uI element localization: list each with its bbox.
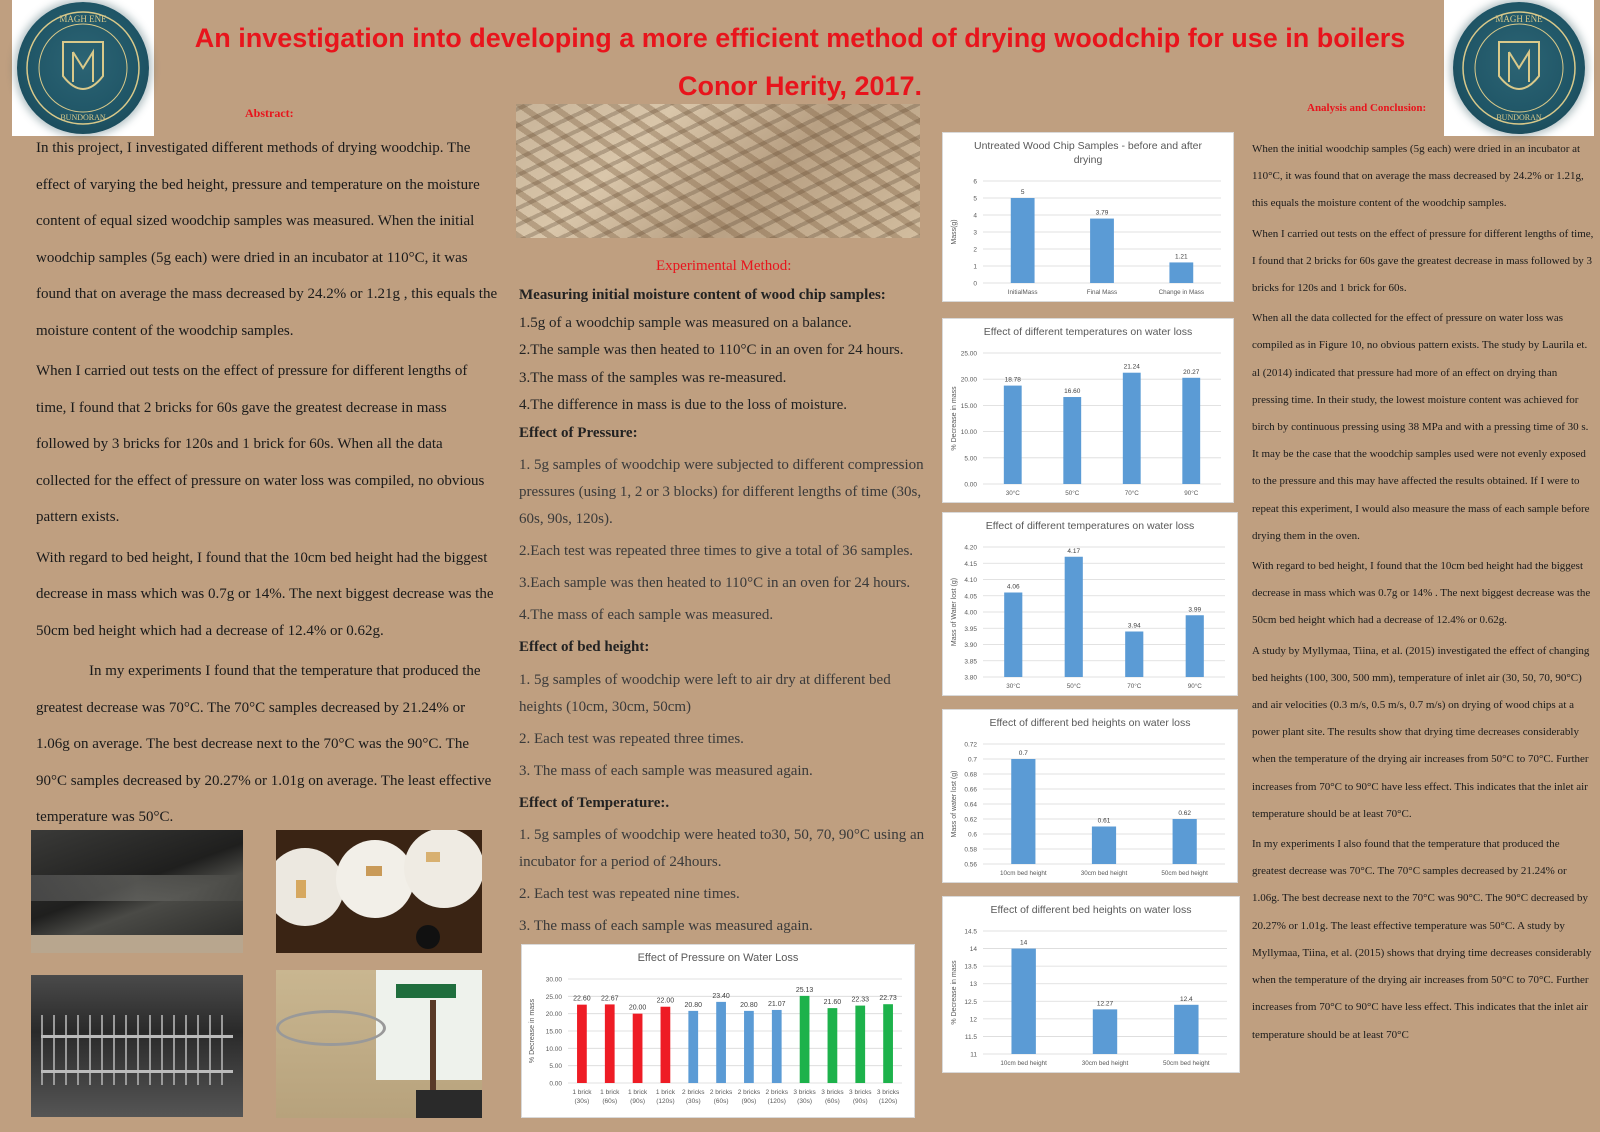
title-line: An investigation into developing a more efficient method of drying woodchip for use in boilers [194, 23, 1406, 53]
bar [688, 1011, 698, 1083]
method-step: 3. The mass of each sample was measured again. [519, 762, 813, 779]
chart-temperature-mass [942, 512, 1238, 696]
data-label: 12.4 [1180, 995, 1193, 1003]
bar [1063, 397, 1081, 484]
y-tick-label: 15.00 [545, 1028, 562, 1036]
y-tick-label: 2 [973, 246, 977, 254]
chart-title: Effect of Pressure on Water Loss [637, 952, 799, 964]
x-tick-label: (30s) [797, 1098, 812, 1105]
analysis-heading: Analysis and Conclusion: [1307, 102, 1427, 114]
y-tick-label: 14 [969, 946, 977, 954]
data-label: 20.80 [740, 1001, 758, 1009]
x-tick-label: 50°C [1066, 683, 1081, 690]
method-subheading: Measuring initial moisture content of wood chip samples: [519, 287, 886, 303]
bar [1011, 949, 1035, 1054]
data-label: 22.00 [656, 997, 675, 1005]
x-tick-label: 1 brick [628, 1089, 648, 1096]
data-label: 22.60 [573, 995, 591, 1003]
chart-svg [943, 319, 1233, 502]
x-tick-label: (30s) [574, 1098, 590, 1105]
bar [800, 996, 810, 1083]
data-label: 4.06 [1006, 583, 1020, 591]
y-tick-label: 10.00 [545, 1045, 562, 1053]
y-tick-label: 0.64 [964, 801, 977, 809]
pressure-apparatus-photo [276, 970, 482, 1118]
x-tick-label: 2 bricks [709, 1089, 733, 1096]
x-tick-label: 2 bricks [682, 1089, 705, 1096]
abstract-paragraph: When I carried out tests on the effect of pressure for different lengths of time, I found that 2 bricks for 60s gave the greatest decrease in mass followed by 3 bricks for 120s and 1 brick for 60s. When all the data collected for the effect of pressure on water loss was compiled, no obvious pattern exists. [36, 363, 485, 525]
analysis-paragraph: When all the data collected for the effect of pressure on water loss was compiled as in Figure 10, no obvious pattern exists. The study by Laurila et. al (2014) indicated that pressure had more of an effect on drying than pressing time. In their study, the lowest moisture content was achieved for birch by continuous pressing using 38 MPa and with a pressing time of 30 s. It may be the case that the woodchip samples used were not evenly exposed to the pressure and this may have affected the results obtained. If I were to repeat this experiment, I would also measure the mass of each sample before drying them in the oven. [1252, 312, 1590, 542]
bar [1092, 827, 1116, 865]
bar [1004, 386, 1022, 484]
y-tick-label: 4 [973, 212, 977, 220]
x-tick-label: 30°C [1006, 683, 1021, 690]
bar [1123, 373, 1141, 484]
method-step: 3. The mass of each sample was measured again. [519, 918, 813, 934]
y-tick-label: 3.80 [964, 674, 977, 682]
y-tick-label: 5.00 [549, 1063, 562, 1071]
y-tick-label: 4.00 [964, 609, 977, 617]
y-tick-label: 5.00 [964, 455, 977, 463]
bar [855, 1006, 865, 1083]
x-tick-label: 70°C [1127, 683, 1142, 690]
x-tick-label: 30cm bed height [1081, 1060, 1129, 1067]
data-label: 5 [1020, 189, 1025, 196]
x-tick-label: 10cm bed height [1000, 1060, 1047, 1067]
chart-title: Effect of different bed heights on water loss [990, 904, 1192, 916]
y-tick-label: 0.58 [964, 846, 977, 854]
abstract-paragraph: In this project, I investigated different methods of drying woodchip. The effect of varying the bed height, pressure and temperature on the moisture content of equal sized woodchip samples was measured. When the initial woodchip samples (5g each) were dried in an incubator at 110°C, it was found that on average the mass decreased by 24.2% or 1.21g , this equals the moisture content of the woodchip samples. [36, 140, 498, 339]
y-axis-label: % Decrease in mass [951, 960, 958, 1025]
chart-pressure [521, 944, 915, 1118]
analysis-paragraph: With regard to bed height, I found that the 10cm bed height had the biggest decrease in mass which was 0.7g or 14% . The next biggest decrease was the 50cm bed height which had a decrease of 12.4% or 0.62g. [1252, 560, 1591, 627]
abstract-paragraph: With regard to bed height, I found that the 10cm bed height had the biggest decrease in mass which was 0.7g or 14%. The next biggest decrease was the 50cm bed height which had a decrease of 12.4% or 0.62g. [36, 549, 494, 639]
chart-svg [943, 133, 1233, 301]
y-tick-label: 1 [973, 263, 977, 271]
x-tick-label: (120s) [878, 1098, 898, 1105]
y-tick-label: 30.00 [545, 976, 562, 984]
y-tick-label: 3 [973, 229, 977, 237]
y-axis-label: Mass(g) [951, 219, 958, 245]
method-subheading: Effect of Pressure: [519, 424, 638, 441]
author-line: Conor Herity, 2017. [677, 71, 923, 101]
y-tick-label: 15.00 [960, 402, 977, 410]
chart-bed-height-percent [942, 896, 1240, 1073]
data-label: 25.13 [795, 986, 814, 994]
data-label: 0.61 [1097, 817, 1111, 825]
abstract-text [36, 130, 498, 840]
y-tick-label: 13 [969, 981, 977, 989]
data-label: 20.80 [684, 1001, 703, 1009]
svg-text:BUNDORAN: BUNDORAN [1496, 113, 1542, 122]
x-tick-label: 50cm bed height [1163, 1060, 1210, 1067]
y-tick-label: 0.66 [964, 786, 977, 794]
x-tick-label: 1 brick [600, 1089, 620, 1096]
method-step: 2. Each test was repeated three times. [519, 730, 744, 747]
method-step: 4.The mass of each sample was measured. [519, 607, 774, 623]
bar [1090, 219, 1114, 283]
data-label: 3.79 [1095, 209, 1109, 217]
crest-icon [17, 2, 149, 134]
analysis-paragraph: In my experiments I also found that the temperature that produced the greatest decrease was 70°C. The 70°C samples decreased by 21.24% or 1.06g. The best decrease next to the 70°C was 90°C. The 90°C decreased by 20.27% or 1.01g. The least effective temperature was 50°C. A study by Myllymaa, Tiina, et al. (2015) shows that drying time decreases considerably when the temperature of the drying air increases from 50°C to 70°C. Further increases from 70°C to 90°C have less effect. This indicates that the inlet air temperature should be at least 70°C [1252, 838, 1592, 1041]
bar [883, 1004, 893, 1083]
abstract-paragraph: In my experiments I found that the temperature that produced the greatest decrease was 70°C. The 70°C samples decreased by 21.24% or 1.06g on average. The best decrease next to the 70°C was the 90°C. The 90°C samples decreased by 20.27% or 1.01g on average. The least effective temperature was 50°C. [36, 663, 492, 825]
data-label: 22.33 [851, 996, 870, 1004]
y-axis-label: % Decrease in mass [529, 998, 536, 1064]
y-tick-label: 6 [973, 178, 977, 186]
method-subheading: Effect of Temperature:. [519, 794, 670, 811]
svg-text:MAGH ENE: MAGH ENE [1495, 14, 1543, 24]
data-label: 21.24 [1123, 363, 1140, 371]
y-tick-label: 0.6 [967, 831, 977, 839]
x-tick-label: 2 bricks [737, 1089, 761, 1096]
x-tick-label: (60s) [713, 1098, 729, 1105]
bar [744, 1011, 754, 1083]
data-label: 1.21 [1175, 253, 1188, 261]
oven-photo [31, 975, 243, 1117]
chart-svg [943, 897, 1239, 1072]
chart-title: Untreated Wood Chip Samples - before and after [973, 140, 1203, 152]
x-tick-label: 90°C [1187, 683, 1202, 690]
y-tick-label: 10.00 [960, 429, 977, 437]
x-tick-label: 50cm bed height [1161, 870, 1208, 877]
data-label: 20.27 [1183, 368, 1200, 376]
x-tick-label: 70°C [1124, 490, 1139, 497]
chart-title: Effect of different bed heights on water loss [989, 717, 1191, 729]
bar [1004, 593, 1022, 678]
svg-text:BUNDORAN: BUNDORAN [60, 113, 106, 122]
method-step: 1. 5g samples of woodchip were left to air dry at different bed heights (10cm, 30cm, 50cm) [519, 671, 891, 715]
bar [1169, 262, 1193, 283]
x-tick-label: 1 brick [655, 1089, 675, 1096]
bar [828, 1008, 838, 1083]
woodchip-photo [516, 104, 920, 238]
y-tick-label: 11.5 [964, 1033, 977, 1041]
bar [1186, 615, 1204, 677]
y-tick-label: 0 [973, 280, 977, 288]
chart-bed-height-mass [942, 709, 1238, 883]
y-tick-label: 20.00 [545, 1011, 562, 1019]
y-axis-label: % Decrease in mass [951, 386, 958, 451]
x-tick-label: Change in Mass [1158, 289, 1205, 296]
y-tick-label: 4.20 [964, 544, 977, 552]
data-label: 21.60 [823, 999, 842, 1007]
method-heading: Experimental Method: [656, 258, 792, 274]
crest-icon [1453, 2, 1585, 134]
abstract-heading: Abstract: [245, 106, 294, 120]
bar [633, 1014, 643, 1083]
y-tick-label: 0.7 [967, 756, 977, 764]
bar [1093, 1009, 1117, 1054]
y-tick-label: 20.00 [960, 376, 977, 384]
x-tick-label: 3 bricks [849, 1089, 872, 1096]
data-label: 4.17 [1067, 547, 1081, 555]
data-label: 16.60 [1064, 388, 1081, 396]
y-tick-label: 3.95 [964, 625, 977, 633]
y-tick-label: 25.00 [960, 350, 977, 358]
method-step: 1. 5g samples of woodchip were subjected to different compression pressures (using 1, 2 or 3 blocks) for different lengths of time (30s, 60s, 90s, 120s). [519, 457, 924, 527]
data-label: 23.40 [712, 992, 730, 1000]
y-tick-label: 12 [969, 1016, 977, 1024]
y-tick-label: 0.62 [964, 816, 977, 824]
y-tick-label: 11 [970, 1051, 977, 1059]
method-step: 3.The mass of the samples was re-measured. [519, 369, 787, 386]
data-label: 3.99 [1188, 606, 1202, 614]
y-tick-label: 12.5 [964, 998, 977, 1006]
bar [1174, 1005, 1198, 1054]
x-tick-label: 10cm bed height [1000, 870, 1047, 877]
x-tick-label: 3 bricks [876, 1089, 900, 1096]
x-tick-label: InitialMass [1007, 289, 1038, 296]
y-tick-label: 14.5 [964, 928, 977, 936]
analysis-paragraph: A study by Myllymaa, Tiina, et al. (2015) investigated the effect of changing bed heights (100, 300, 500 mm), temperature of inlet air (30, 50, 70, 90°C) and air velocities (0.3 m/s, 0.5 m/s, 0.7 m/s) on drying of wood chips at a power plant site. The results show that drying time decreases considerably when the temperature of the drying air increases from 50°C to 70°C. Further increases from 70°C to 90°C have less effect. This indicates that the inlet air temperature should be at least 70°C. [1252, 644, 1590, 820]
chart-temperature-percent [942, 318, 1234, 503]
y-axis-label: Mass of water lost (g) [951, 770, 958, 838]
method-step: 2.The sample was then heated to 110°C in an oven for 24 hours. [519, 342, 904, 358]
x-tick-label: Final Mass [1086, 289, 1118, 296]
x-tick-label: 3 bricks [793, 1089, 816, 1096]
chart-title: Effect of different temperatures on water loss [983, 326, 1193, 338]
y-tick-label: 0.00 [549, 1080, 562, 1088]
y-tick-label: 4.10 [964, 577, 977, 584]
method-text [519, 282, 931, 940]
bar [605, 1004, 615, 1083]
data-label: 3.94 [1127, 622, 1141, 630]
bar [1011, 198, 1035, 283]
x-tick-label: (60s) [825, 1098, 840, 1105]
y-tick-label: 0.56 [964, 861, 977, 869]
data-label: 18.78 [1004, 376, 1021, 384]
x-tick-label: 2 bricks [765, 1089, 788, 1096]
analysis-text [1252, 136, 1594, 1052]
brick-photo [31, 830, 243, 953]
right-school-logo [1444, 0, 1594, 136]
x-tick-label: 90°C [1184, 490, 1199, 497]
x-tick-label: (120s) [767, 1098, 786, 1105]
bar [1182, 378, 1200, 484]
bar [577, 1005, 587, 1083]
sample-plates-photo [276, 830, 482, 953]
x-tick-label: (90s) [741, 1098, 757, 1105]
data-label: 12.27 [1096, 1000, 1114, 1008]
method-step: 2. Each test was repeated nine times. [519, 886, 740, 902]
data-label: 14 [1020, 939, 1028, 947]
bar [1173, 819, 1197, 864]
method-step: 1.5g of a woodchip sample was measured on a balance. [519, 314, 852, 331]
x-tick-label: 30°C [1005, 490, 1020, 497]
y-tick-label: 13.5 [964, 963, 977, 971]
y-tick-label: 0.00 [964, 481, 977, 489]
y-tick-label: 25.00 [545, 993, 562, 1001]
method-subheading: Effect of bed height: [519, 639, 650, 655]
data-label: 22.73 [879, 995, 897, 1003]
y-tick-label: 3.90 [964, 642, 977, 649]
x-tick-label: 50°C [1065, 490, 1080, 497]
bar [772, 1010, 782, 1083]
svg-text:MAGH ENE: MAGH ENE [59, 14, 107, 24]
chart-svg [943, 513, 1237, 695]
chart-untreated-samples [942, 132, 1234, 302]
left-school-logo [12, 0, 154, 136]
bar [661, 1007, 671, 1083]
data-label: 22.67 [600, 995, 619, 1003]
x-tick-label: (120s) [656, 1098, 675, 1105]
chart-svg [943, 710, 1237, 882]
bar [716, 1002, 726, 1083]
x-tick-label: (90s) [852, 1098, 868, 1105]
data-label: 0.62 [1178, 810, 1191, 817]
bar [1065, 557, 1083, 677]
y-tick-label: 4.05 [964, 593, 977, 601]
method-step: 2.Each test was repeated three times to give a total of 36 samples. [519, 543, 914, 559]
y-axis-label: Mass of Water lost (g) [951, 577, 958, 647]
x-tick-label: (30s) [685, 1098, 701, 1105]
bar [1125, 632, 1143, 678]
poster-title [160, 14, 1440, 110]
y-tick-label: 4.15 [964, 560, 977, 568]
data-label: 20.00 [628, 1004, 647, 1012]
chart-title: drying [1073, 154, 1103, 166]
y-tick-label: 0.72 [964, 741, 977, 749]
method-step: 1. 5g samples of woodchip were heated to30, 50, 70, 90°C using an incubator for a period of 24hours. [519, 827, 925, 870]
method-step: 3.Each sample was then heated to 110°C in an oven for 24 hours. [519, 575, 911, 591]
bar [1011, 759, 1035, 864]
y-tick-label: 5 [973, 195, 977, 203]
x-tick-label: (60s) [602, 1098, 618, 1105]
y-tick-label: 3.85 [964, 658, 977, 666]
y-tick-label: 0.68 [964, 771, 977, 779]
x-tick-label: 1 brick [572, 1089, 592, 1096]
method-step: 4.The difference in mass is due to the loss of moisture. [519, 397, 847, 413]
analysis-paragraph: When the initial woodchip samples (5g each) were dried in an incubator at 110°C, it was found that on average the mass decreased by 24.2% or 1.21g, this equals the moisture content of the woodchip samples. [1252, 143, 1584, 210]
data-label: 0.7 [1018, 750, 1028, 757]
x-tick-label: 3 bricks [821, 1089, 844, 1096]
analysis-paragraph: When I carried out tests on the effect of pressure for different lengths of time, I found that 2 bricks for 60s gave the greatest decrease in mass followed by 3 bricks for 120s and 1 brick for 60s. [1252, 227, 1594, 295]
x-tick-label: (90s) [630, 1098, 645, 1105]
x-tick-label: 30cm bed height [1080, 870, 1128, 877]
data-label: 21.07 [767, 1000, 786, 1008]
chart-title: Effect of different temperatures on water loss [985, 520, 1195, 532]
chart-svg [522, 945, 914, 1117]
